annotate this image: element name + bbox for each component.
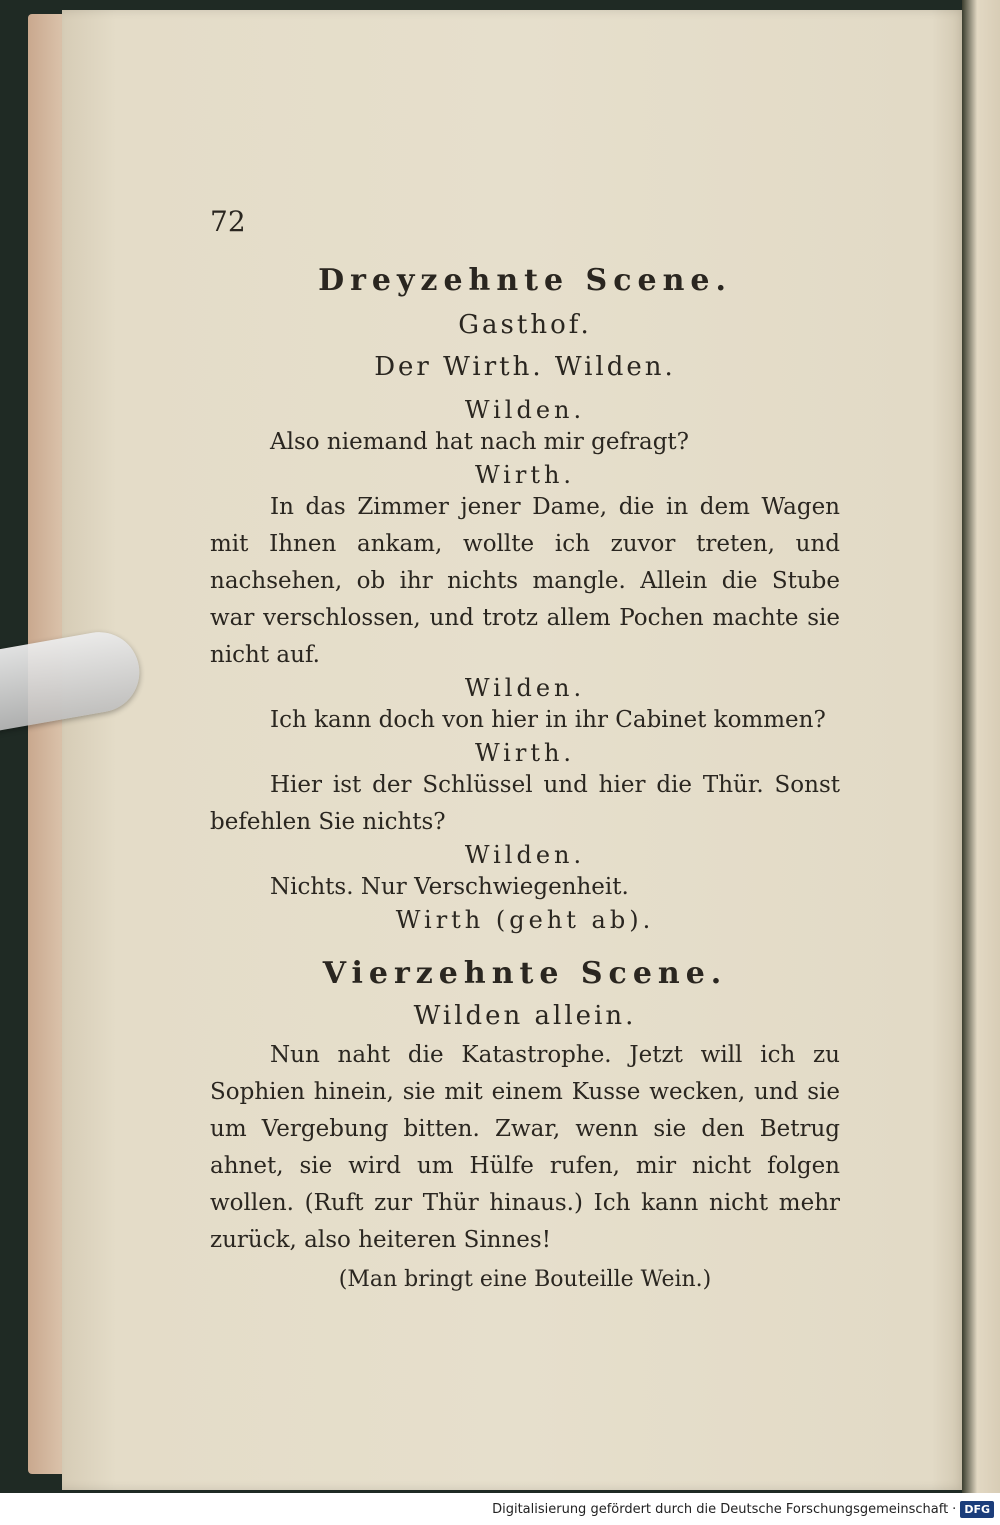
speaker-name: Wirth. — [474, 739, 576, 767]
scene-14-persons: Wilden allein. — [413, 1001, 637, 1031]
exit-direction: Wirth (geht ab). — [395, 906, 655, 934]
speaker-name: Wilden. — [464, 841, 586, 869]
speech-text: Also niemand hat nach mir gefragt? — [270, 429, 690, 455]
page-content — [210, 205, 840, 1292]
speaker-name: Wilden. — [464, 396, 586, 424]
scene-14-title: Vierzehnte Scene. — [322, 956, 728, 991]
scene-13-place: Gasthof. — [458, 310, 592, 340]
speaker-name: Wilden. — [464, 674, 586, 702]
digitization-footer: Digitalisierung gefördert durch die Deutsche Forschungsgemeinschaft · DFG — [0, 1493, 1000, 1525]
dfg-logo: DFG — [960, 1501, 994, 1518]
facing-page-edge — [962, 0, 1000, 1493]
scene-14-speech: Nun naht die Katastrophe. Jetzt will ich zu Sophien hinein, sie mit einem Kusse wecken, und sie um Vergebung bitten. Zwar, wenn sie den Betrug ahnet, sie wird um Hülfe rufen, mir nicht folgen wollen. (Ruft zur Thür hinaus.) Ich kann nicht mehr zurück, also heiteren Sinnes! — [210, 1042, 840, 1253]
speech-text: In das Zimmer jener Dame, die in dem Wagen mit Ihnen ankam, wollte ich zuvor treten, und nachsehen, ob ihr nichts mangle. Allein die Stube war verschlossen, und trotz allem Pochen machte sie nicht auf. — [210, 494, 840, 668]
speaker-name: Wirth. — [474, 461, 576, 489]
footer-credit: Digitalisierung gefördert durch die Deutsche Forschungsgemeinschaft — [492, 1501, 949, 1517]
scene-13-title: Dreyzehnte Scene. — [318, 263, 732, 298]
page-number: 72 — [210, 205, 246, 238]
speech-text: Ich kann doch von hier in ihr Cabinet kommen? — [270, 707, 826, 733]
speech-text: Hier ist der Schlüssel und hier die Thür. Sonst befehlen Sie nichts? — [210, 772, 840, 835]
speech-text: Nichts. Nur Verschwiegenheit. — [270, 874, 629, 900]
stage-direction: (Man bringt eine Bouteille Wein.) — [338, 1267, 712, 1292]
scene-13-persons: Der Wirth. Wilden. — [374, 352, 676, 382]
